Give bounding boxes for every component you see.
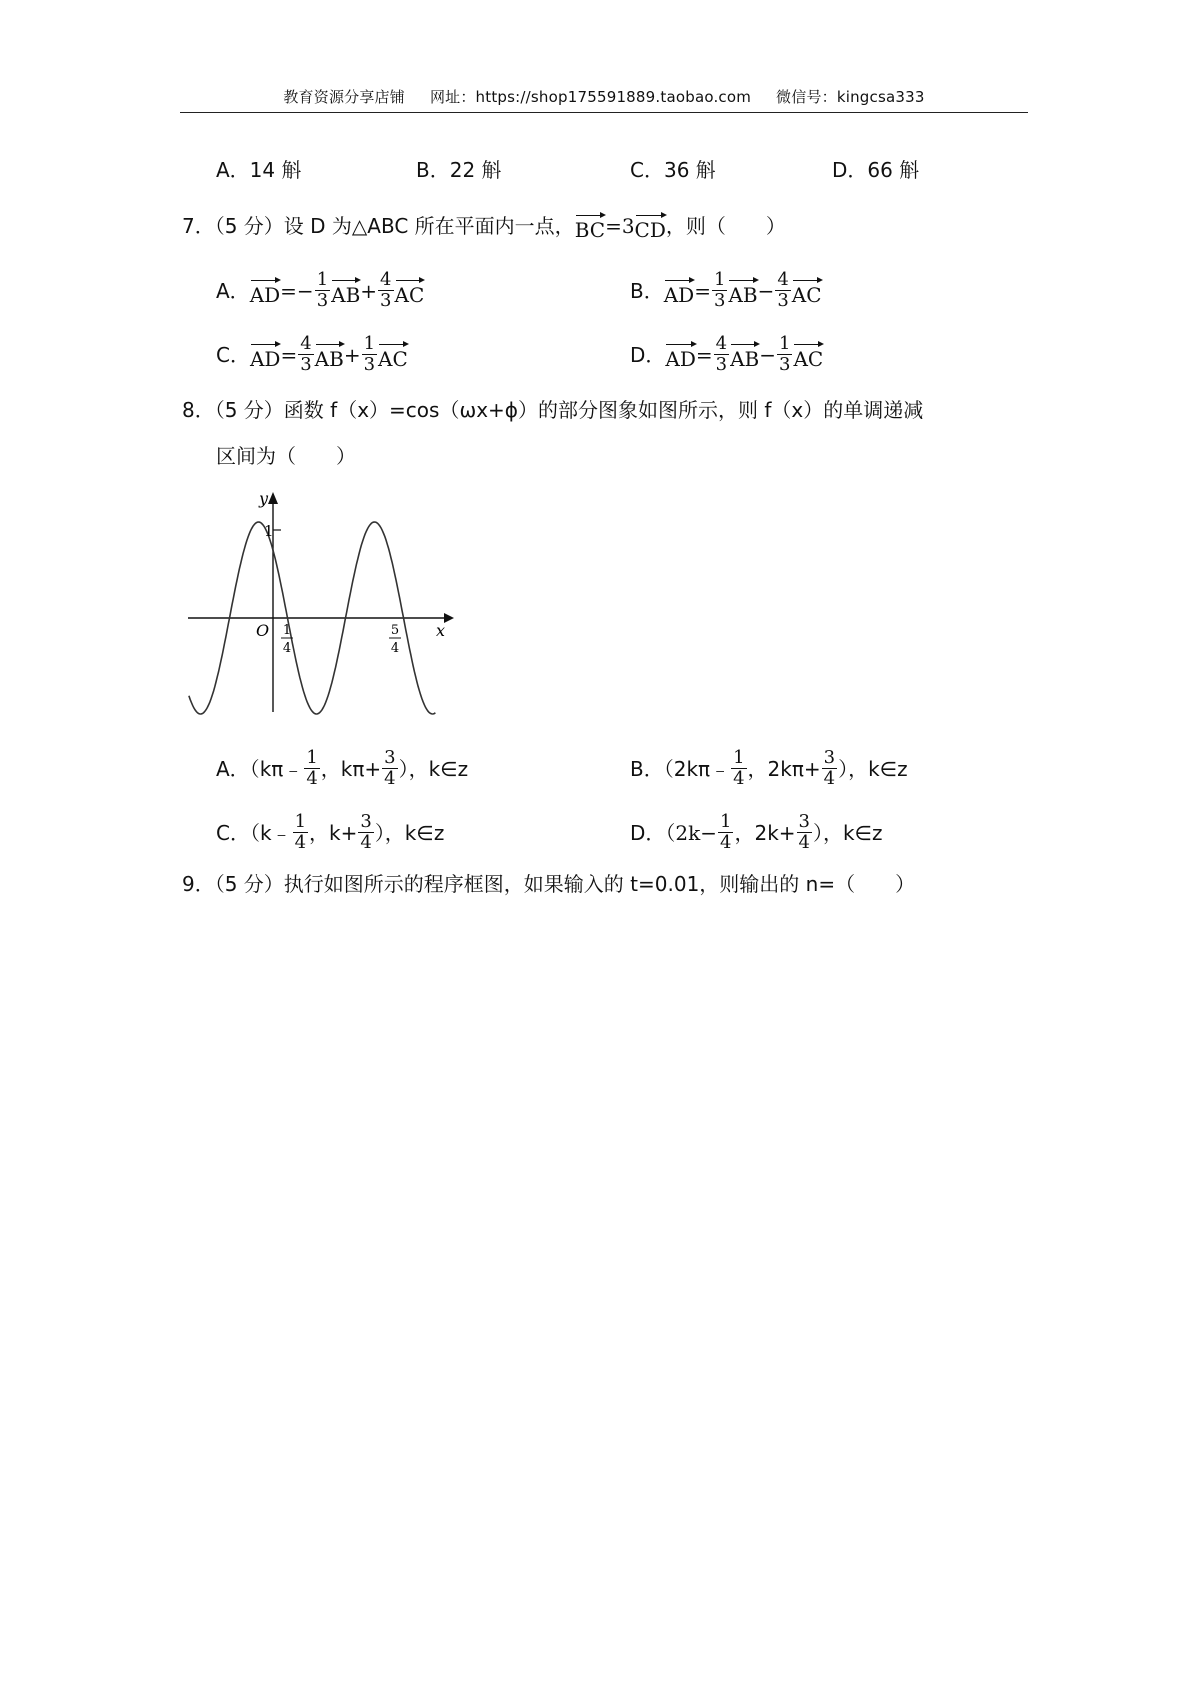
fraction bbox=[718, 812, 733, 853]
fraction-den: 4 bbox=[823, 768, 836, 789]
operator: + bbox=[343, 342, 361, 367]
x-tick1-num: 1 bbox=[282, 623, 292, 638]
fraction-num: 4 bbox=[380, 269, 392, 290]
q8-cosine-graph bbox=[186, 490, 456, 720]
q6-option-a: A．14 斛 bbox=[216, 158, 302, 182]
vector-ab: AB bbox=[730, 341, 759, 369]
q6-option-d: D．66 斛 bbox=[832, 158, 920, 182]
operator: = bbox=[280, 342, 298, 367]
option-letter: D． bbox=[630, 342, 666, 367]
q7-option-c bbox=[216, 334, 408, 375]
fraction-num: 1 bbox=[306, 747, 318, 768]
interval-start: k﹣ bbox=[259, 820, 292, 845]
vector-ad: AD bbox=[664, 277, 694, 305]
interval-end: ，2k+ bbox=[734, 820, 796, 845]
x-tick2-num: 5 bbox=[390, 623, 400, 638]
fraction bbox=[293, 812, 308, 853]
header-shop: 教育资源分享店铺 bbox=[283, 88, 405, 106]
fraction-den: 3 bbox=[363, 354, 376, 375]
q7-eq3: =3 bbox=[605, 214, 635, 238]
operator: − bbox=[759, 342, 777, 367]
fraction-den: 4 bbox=[294, 832, 307, 853]
y-axis-label: y bbox=[259, 490, 269, 508]
fraction-den: 3 bbox=[779, 354, 791, 375]
fraction bbox=[714, 334, 729, 375]
q7-option-a bbox=[216, 270, 424, 311]
fraction-num: 4 bbox=[777, 269, 789, 290]
fraction bbox=[797, 812, 812, 853]
q8-option-c bbox=[216, 812, 444, 853]
option-letter: B．（ bbox=[630, 756, 674, 781]
vector-ab: AB bbox=[728, 277, 757, 305]
q9-stem: 9．（5 分）执行如图所示的程序框图，如果输入的 t=0.01，则输出的 n=（ ） bbox=[182, 872, 916, 896]
q6-option-b: B．22 斛 bbox=[416, 158, 502, 182]
interval-close: ），k∈z bbox=[374, 820, 445, 845]
interval-close: ），k∈z bbox=[398, 756, 469, 781]
interval-start: kπ﹣ bbox=[259, 756, 304, 781]
x-axis-label: x bbox=[436, 621, 446, 640]
fraction-num: 1 bbox=[713, 269, 726, 290]
fraction-num: 3 bbox=[384, 747, 396, 768]
fraction bbox=[731, 748, 746, 789]
fraction-den: 3 bbox=[316, 290, 329, 311]
q8-option-d bbox=[630, 812, 883, 853]
q7-stem bbox=[182, 212, 786, 240]
fraction-num: 4 bbox=[715, 333, 728, 354]
interval-end: ，kπ+ bbox=[320, 756, 382, 781]
fraction bbox=[382, 748, 397, 789]
q8-option-a bbox=[216, 748, 468, 789]
page-header bbox=[180, 86, 1028, 112]
fraction bbox=[777, 334, 792, 375]
option-letter: C．（ bbox=[216, 820, 260, 845]
interval-start: 2k− bbox=[675, 820, 718, 845]
option-letter: A． bbox=[216, 278, 250, 303]
vector-ac: AC bbox=[793, 341, 823, 369]
vector-ad: AD bbox=[250, 341, 280, 369]
fraction-den: 3 bbox=[380, 290, 392, 311]
header-site: 网址：https://shop175591889.taobao.com bbox=[429, 88, 752, 106]
vector-ab: AB bbox=[315, 341, 344, 369]
vector-ad: AD bbox=[250, 277, 280, 305]
fraction-num: 1 bbox=[779, 333, 791, 354]
interval-start: 2kπ﹣ bbox=[673, 756, 731, 781]
option-letter: C． bbox=[216, 342, 250, 367]
fraction-den: 3 bbox=[300, 354, 312, 375]
fraction-den: 4 bbox=[798, 832, 810, 853]
fraction-num: 1 bbox=[363, 333, 376, 354]
fraction bbox=[712, 270, 727, 311]
fraction-den: 4 bbox=[384, 768, 396, 789]
fraction bbox=[378, 270, 393, 311]
y-axis-arrow bbox=[268, 492, 278, 504]
fraction-num: 1 bbox=[294, 811, 307, 832]
option-letter: D．（ bbox=[630, 820, 676, 845]
interval-close: ），k∈z bbox=[838, 756, 908, 781]
vector-ac: AC bbox=[395, 277, 425, 305]
x-axis-arrow bbox=[444, 613, 454, 623]
vector-ac: AC bbox=[378, 341, 408, 369]
fraction-den: 4 bbox=[733, 768, 745, 789]
q7-vector-cd: CD bbox=[635, 212, 666, 240]
option-letter: A．（ bbox=[216, 756, 260, 781]
fraction-den: 4 bbox=[306, 768, 318, 789]
fraction-num: 3 bbox=[798, 811, 810, 832]
origin-label: O bbox=[256, 621, 270, 640]
q7-option-d bbox=[630, 334, 823, 375]
fraction-den: 4 bbox=[360, 832, 372, 853]
x-tick2-den: 4 bbox=[390, 641, 400, 656]
q8-stem-line1: 8．（5 分）函数 f（x）=cos（ωx+ϕ）的部分图象如图所示，则 f（x）的单调递减 bbox=[182, 398, 924, 422]
vector-ab: AB bbox=[331, 277, 360, 305]
q8-option-b bbox=[630, 748, 908, 789]
fraction-num: 3 bbox=[823, 747, 836, 768]
fraction bbox=[822, 748, 837, 789]
operator: =− bbox=[280, 278, 314, 303]
interval-end: ，2kπ+ bbox=[747, 756, 821, 781]
fraction-den: 3 bbox=[713, 290, 726, 311]
interval-end: ，k+ bbox=[309, 820, 358, 845]
fraction-num: 1 bbox=[316, 269, 329, 290]
q7-option-b bbox=[630, 270, 822, 311]
header-wechat: 微信号：kingcsa333 bbox=[776, 88, 925, 106]
fraction-den: 4 bbox=[720, 832, 732, 853]
vector-ad: AD bbox=[665, 341, 695, 369]
header-divider bbox=[180, 112, 1028, 113]
fraction-num: 4 bbox=[300, 333, 312, 354]
fraction-num: 1 bbox=[720, 811, 732, 832]
fraction-num: 1 bbox=[733, 747, 745, 768]
q8-stem-line2: 区间为（ ） bbox=[216, 444, 356, 468]
fraction bbox=[304, 748, 319, 789]
option-letter: B． bbox=[630, 278, 664, 303]
fraction bbox=[315, 270, 330, 311]
vector-ac: AC bbox=[792, 277, 822, 305]
q7-stem-post: ，则（ ） bbox=[665, 214, 786, 238]
q6-option-c: C．36 斛 bbox=[630, 158, 716, 182]
interval-close: ），k∈z bbox=[813, 820, 883, 845]
q7-vector-bc: BC bbox=[575, 212, 605, 240]
fraction-num: 3 bbox=[360, 811, 372, 832]
fraction bbox=[362, 334, 377, 375]
operator: + bbox=[360, 278, 378, 303]
fraction-den: 3 bbox=[715, 354, 728, 375]
operator: − bbox=[757, 278, 775, 303]
fraction bbox=[775, 270, 790, 311]
q7-stem-pre: 7．（5 分）设 D 为△ABC 所在平面内一点， bbox=[182, 214, 575, 238]
operator: = bbox=[694, 278, 711, 303]
fraction-den: 3 bbox=[777, 290, 789, 311]
fraction bbox=[358, 812, 373, 853]
operator: = bbox=[695, 342, 713, 367]
y-tick-label: 1 bbox=[264, 522, 274, 540]
fraction bbox=[298, 334, 313, 375]
x-tick1-den: 4 bbox=[282, 641, 292, 656]
